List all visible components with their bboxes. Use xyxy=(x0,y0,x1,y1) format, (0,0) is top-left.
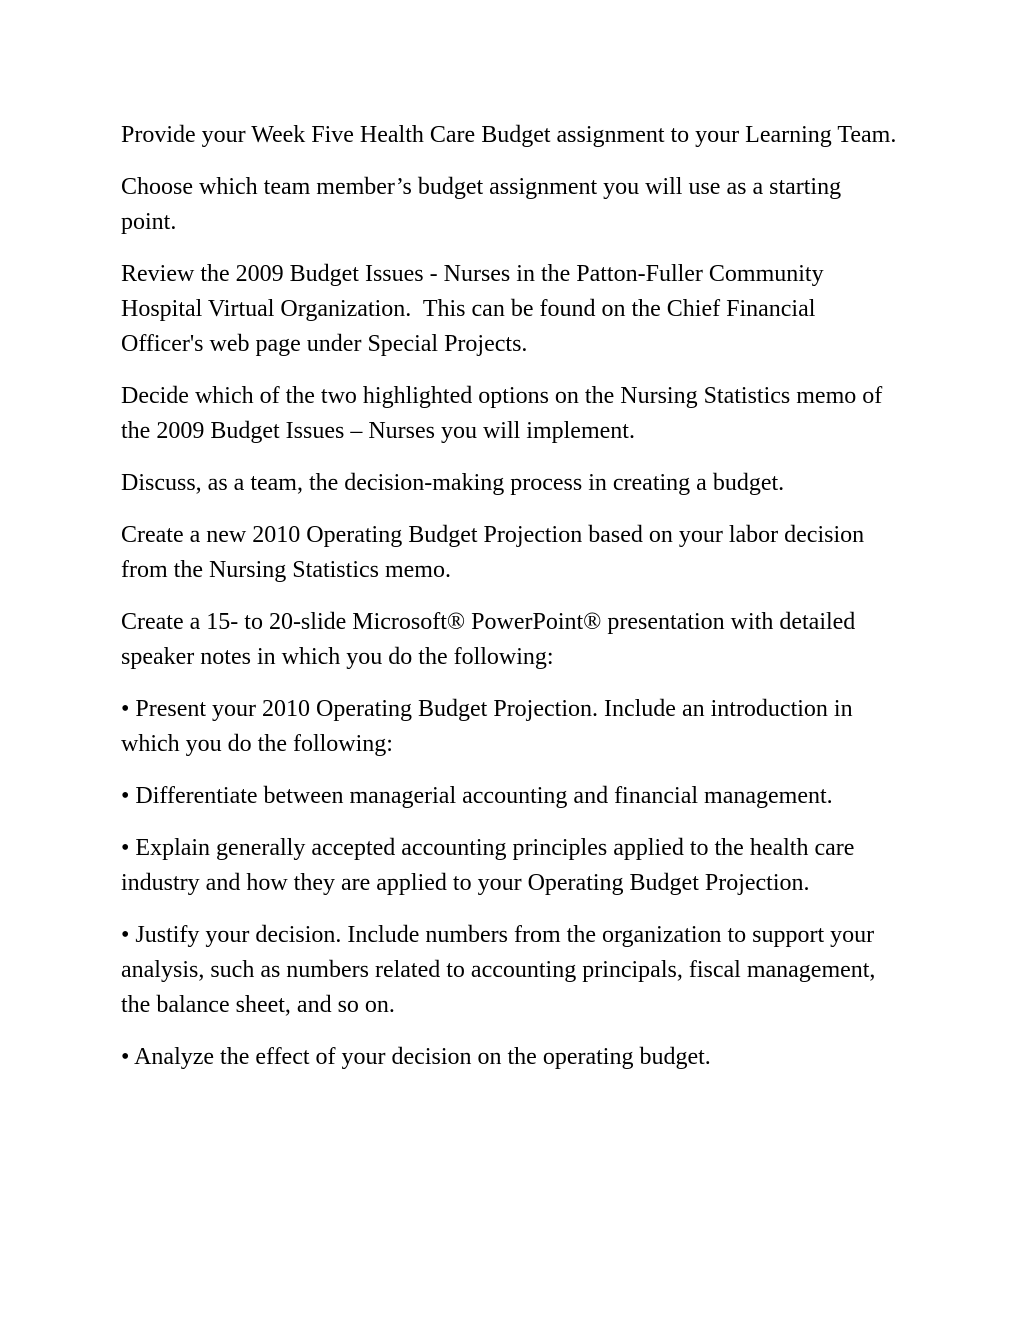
paragraph-starting-point: Choose which team member’s budget assignment you will use as a starting point. xyxy=(121,174,848,235)
document-body xyxy=(121,118,901,1092)
bullet-justify-decision: • Justify your decision. Include numbers from the organization to support your analysis, such as numbers related to accounting principals, fiscal management, the balance sheet, and so on. xyxy=(121,922,882,1018)
paragraph-review-budget-issues: Review the 2009 Budget Issues - Nurses in the Patton-Fuller Community Hospital Virtual Organization. This can be found on the Chief Financial Officer's web page under Special Projects. xyxy=(121,261,830,357)
bullet-analyze-effect: • Analyze the effect of your decision on the operating budget. xyxy=(121,1044,711,1070)
bullet-differentiate: • Differentiate between managerial accounting and financial management. xyxy=(121,783,833,809)
bullet-explain-gaap: • Explain generally accepted accounting principles applied to the health care industry and how they are applied to your Operating Budget Projection. xyxy=(121,835,861,896)
paragraph-create-projection: Create a new 2010 Operating Budget Projection based on your labor decision from the Nursing Statistics memo. xyxy=(121,522,871,583)
paragraph-decide-option: Decide which of the two highlighted options on the Nursing Statistics memo of the 2009 Budget Issues – Nurses you will implement. xyxy=(121,383,889,444)
paragraph-create-presentation: Create a 15- to 20-slide Microsoft® PowerPoint® presentation with detailed speaker notes in which you do the following: xyxy=(121,609,862,670)
paragraph-learning-team: Provide your Week Five Health Care Budget assignment to your Learning Team. xyxy=(121,122,897,148)
paragraph-discuss-process: Discuss, as a team, the decision-making process in creating a budget. xyxy=(121,470,785,496)
bullet-present-projection: • Present your 2010 Operating Budget Projection. Include an introduction in which you do the following: xyxy=(121,696,859,757)
